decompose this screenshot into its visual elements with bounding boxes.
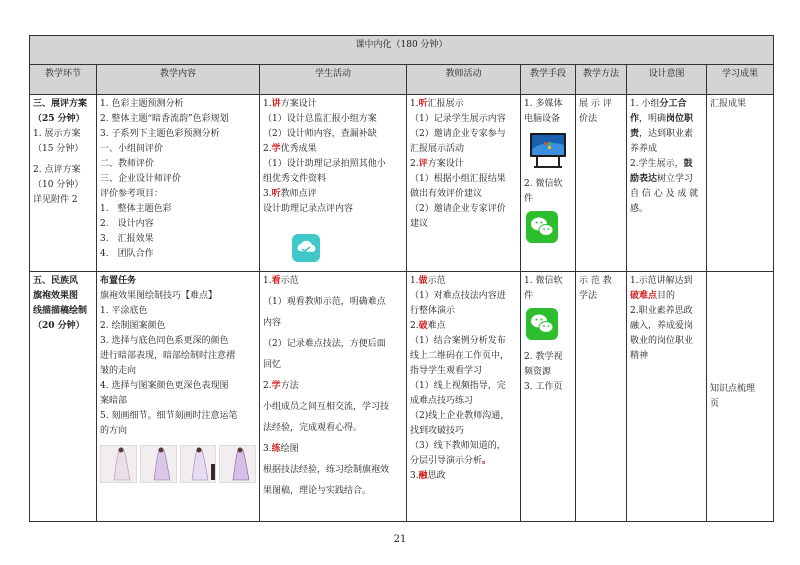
teacher-line: 分层引导演示分析。 <box>410 456 492 466</box>
content-line: 5. 刻画细节。细节刻画时注意运笔 <box>100 411 238 421</box>
content-line: 4. 团队合作 <box>100 249 154 259</box>
outcome-line: 知识点梳理 <box>710 383 756 394</box>
stage-duration: （25 分钟） <box>33 114 85 124</box>
table-row <box>30 95 774 272</box>
content-line: 旗袍效果图绘制技巧【难点】 <box>100 291 218 301</box>
content-cell <box>97 95 260 272</box>
header-teacher-activity: 教师活动 <box>407 65 521 95</box>
monitor-icon <box>528 131 572 175</box>
intent-line: 精神 <box>630 351 649 361</box>
teacher-line: （3）线下教师知道的， <box>410 441 506 451</box>
teacher-line: 1.听汇报展示 <box>410 99 464 109</box>
teacher-line: 3.融思政 <box>410 471 446 481</box>
student-line: 2.学方法 <box>263 381 299 391</box>
header-student-activity: 学生活动 <box>260 65 407 95</box>
wechat-icon <box>526 308 572 346</box>
teacher-cell <box>407 272 521 522</box>
method-cell <box>576 272 627 522</box>
student-line: 设计助理记录点评内容 <box>263 204 354 214</box>
header-method: 教学方法 <box>576 65 627 95</box>
content-line: 1. 整体主题色彩 <box>100 204 172 214</box>
student-line: 法经验，完成观看心得。 <box>263 423 363 433</box>
student-line: 根据技法经验，练习绘制旗袍效 <box>263 465 390 475</box>
means-line: 频资源 <box>524 367 552 377</box>
student-line: 小组成员之间互相交流，学习技 <box>263 402 390 412</box>
means-line: 2. 教学视 <box>524 352 563 362</box>
student-line: 组优秀文件资料 <box>263 174 327 184</box>
content-line: 4. 选择与图案颜色更深色表现图 <box>100 381 229 391</box>
stage-step: 详见附件 2 <box>33 195 78 205</box>
table-row <box>30 272 774 522</box>
intent-line: 责，达到职业素 <box>630 129 694 139</box>
student-line: 2.学优秀成果 <box>263 144 317 154</box>
intent-line: 1. 小组分工合 <box>630 99 687 109</box>
student-line: （1）设计助理记录拍照其他小 <box>263 159 386 169</box>
student-line: 果图稿，理论与实践结合。 <box>263 486 372 496</box>
teacher-line: （1）根据小组汇报结果 <box>410 174 506 184</box>
intent-line: 自 信 心 及 成 就 <box>630 189 699 199</box>
student-line: 3.练绘图 <box>263 444 299 454</box>
teacher-line: 建议 <box>410 219 429 229</box>
content-line: 布置任务 <box>100 276 137 286</box>
intent-cell <box>627 272 707 522</box>
cloud-app-icon <box>291 233 403 269</box>
outcome-line: 页 <box>710 398 720 409</box>
means-cell <box>521 95 576 272</box>
intent-line: 2.学生展示，鼓 <box>630 159 693 169</box>
wechat-icon <box>526 211 572 249</box>
content-line: 2. 绘制图案颜色 <box>100 321 166 331</box>
qipao-sketch-thumbnails <box>100 445 256 483</box>
intent-line: 2.职业素养思政 <box>630 306 693 316</box>
teacher-line: 找到攻破技巧 <box>410 426 465 436</box>
method-line: 示 范 教 <box>579 276 612 286</box>
table-title: 课中内化（180 分钟） <box>30 36 774 65</box>
content-line: 一、小组间评价 <box>100 144 164 154</box>
method-line: 价法 <box>579 114 598 124</box>
content-line: 2. 整体主题“暗香流韵”色彩规划 <box>100 114 229 124</box>
header-outcome: 学习成果 <box>707 65 774 95</box>
teacher-line: 指导学生观看学习 <box>410 366 483 376</box>
student-line: 1.看示范 <box>263 276 299 286</box>
teacher-line: 行整体演示 <box>410 306 456 316</box>
student-line: 3.听教师点评 <box>263 189 317 199</box>
means-line: 1. 微信软 <box>524 276 563 286</box>
content-line: 案暗部 <box>100 396 128 406</box>
intent-cell <box>627 95 707 272</box>
content-line: 的方向 <box>100 426 128 436</box>
qipao-sketch-image <box>180 445 217 483</box>
teacher-line: 线上二维码在工作页中， <box>410 351 510 361</box>
means-line: 件 <box>524 194 534 204</box>
student-line: （1）观看教师示范，明确难点 <box>263 297 386 307</box>
teacher-line: （1）线上视频指导，完 <box>410 381 506 391</box>
outcome-cell <box>707 272 774 522</box>
page-number: 21 <box>393 534 407 545</box>
qipao-sketch-image <box>100 445 137 483</box>
stage-title: 旗袍效果图 <box>33 291 79 301</box>
teacher-line: 汇报展示活动 <box>410 144 465 154</box>
student-line: 内容 <box>263 318 282 328</box>
teacher-line: （2）邀请企业专家参与 <box>410 129 506 139</box>
content-line: 3. 汇报效果 <box>100 234 154 244</box>
content-line: 二、教师评价 <box>100 159 155 169</box>
teacher-line: （1）对难点技法内容进 <box>410 291 506 301</box>
header-intent: 设计意图 <box>627 65 707 95</box>
teacher-line: 成难点技巧练习 <box>410 396 474 406</box>
stage-cell <box>30 95 97 272</box>
outcome-line: 汇报成果 <box>710 99 747 109</box>
outcome-cell <box>707 95 774 272</box>
means-line: 件 <box>524 291 534 301</box>
method-line: 学法 <box>579 291 598 301</box>
content-line: 进行暗部表现，暗部绘制时注意褶 <box>100 351 236 361</box>
intent-line: 破难点目的 <box>630 291 676 301</box>
means-line: 2. 微信软 <box>524 179 563 189</box>
stage-duration: （20 分钟） <box>33 321 85 331</box>
intent-line: 1.示范讲解达到 <box>630 276 693 286</box>
student-line: （2）设计师内容，查漏补缺 <box>263 129 377 139</box>
means-line: 3. 工作页 <box>524 382 563 392</box>
content-line: 2. 设计内容 <box>100 219 154 229</box>
student-cell <box>260 95 407 272</box>
means-cell <box>521 272 576 522</box>
student-line: （2）记录难点技法，方便后面 <box>263 339 386 349</box>
content-line: 1. 平涂底色 <box>100 306 148 316</box>
stage-title: 线描描稿绘制 <box>33 306 88 316</box>
qipao-sketch-image <box>140 445 177 483</box>
intent-line: 融入，养成爱岗 <box>630 321 694 331</box>
method-line: 展 示 评 <box>579 99 612 109</box>
teacher-line: （2)线上企业教师沟通， <box>410 411 510 421</box>
lesson-plan-table <box>29 35 774 522</box>
intent-line: 感。 <box>630 204 649 214</box>
teacher-line: 2.破难点 <box>410 321 446 331</box>
content-line: 1. 色彩主题预测分析 <box>100 99 184 109</box>
header-stage: 教学环节 <box>30 65 97 95</box>
content-line: 3. 子系列下主题色彩预测分析 <box>100 129 220 139</box>
content-line: 皱的走向 <box>100 366 137 376</box>
stage-step: （10 分钟） <box>33 180 84 190</box>
means-line: 电脑设备 <box>524 114 561 124</box>
teacher-line: （2）邀请企业专家评价 <box>410 204 506 214</box>
student-line: 1.讲方案设计 <box>263 99 317 109</box>
content-line: 3. 选择与底色同色系更深的颜色 <box>100 336 229 346</box>
content-line: 三、企业设计师评价 <box>100 174 182 184</box>
stage-step: 2. 点评方案 <box>33 165 81 175</box>
stage-title: 五、民族风 <box>33 276 79 286</box>
teacher-line: 1.做示范 <box>410 276 446 286</box>
stage-step: 1. 展示方案 <box>33 129 81 139</box>
method-cell <box>576 95 627 272</box>
qipao-sketch-image <box>219 445 256 483</box>
intent-line: 励表达树立学习 <box>630 174 694 184</box>
intent-line: 作，明确岗位职 <box>630 114 694 124</box>
stage-cell <box>30 272 97 522</box>
content-cell <box>97 272 260 522</box>
content-line: 评价参考项目： <box>100 189 164 199</box>
teacher-line: 2.评方案设计 <box>410 159 464 169</box>
means-line: 1. 多媒体 <box>524 99 563 109</box>
student-cell <box>260 272 407 522</box>
stage-title: 三、展评方案 <box>33 99 88 109</box>
student-line: （1）设计总监汇报小组方案 <box>263 114 377 124</box>
header-content: 教学内容 <box>97 65 260 95</box>
student-line: 回忆 <box>263 360 282 370</box>
teacher-line: （1）记录学生展示内容 <box>410 114 506 124</box>
teacher-line: 做出有效评价建议 <box>410 189 483 199</box>
intent-line: 敬业的岗位职业 <box>630 336 694 346</box>
teacher-cell <box>407 95 521 272</box>
header-means: 教学手段 <box>521 65 576 95</box>
teacher-line: （1）结合案例分析发布 <box>410 336 506 346</box>
stage-step: （15 分钟） <box>33 144 84 154</box>
intent-line: 养养成 <box>630 144 658 154</box>
